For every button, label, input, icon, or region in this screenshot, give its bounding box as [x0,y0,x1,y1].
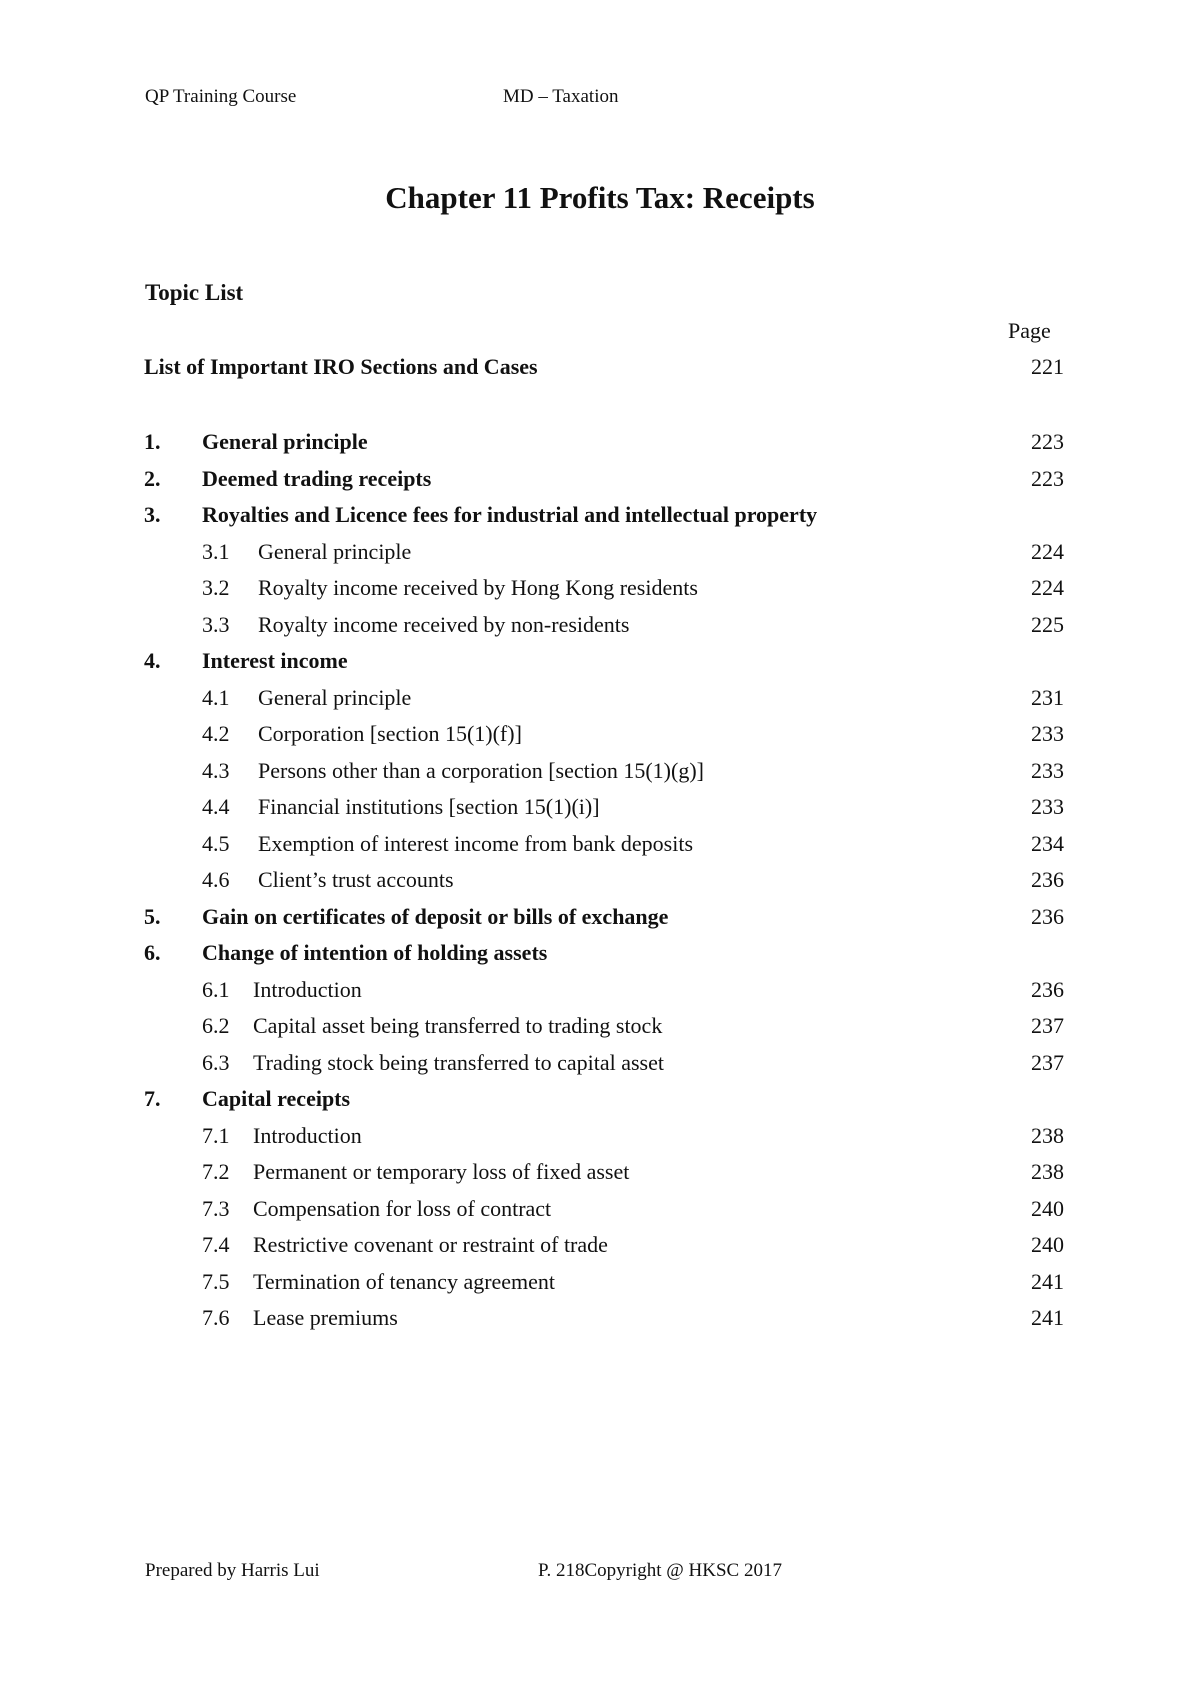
toc-subsection-entry [144,829,1064,866]
toc-subsection-entry [144,573,1064,610]
toc-entry-title: Client’s trust accounts [258,867,454,892]
page-column-label: Page [1008,318,1051,343]
toc-entry-page: 225 [1031,611,1064,637]
toc-entry-title: Restrictive covenant or restraint of trade [253,1232,608,1257]
toc-entry-title: Capital receipts [202,1086,351,1111]
toc-entry-page: 236 [1031,976,1064,1002]
toc-subsection-entry [144,1194,1064,1231]
toc-section-entry [144,938,1064,975]
toc-entry-title: Exemption of interest income from bank deposits [258,830,694,856]
toc-entry-title: Gain on certificates of deposit or bills of exchange [202,903,669,929]
toc-entry-page: 234 [1031,830,1064,856]
toc-entry-page: 233 [1031,721,1064,746]
toc-entry-title: Corporation [section 15(1)(f)] [258,721,522,746]
toc-entry-title: General principle [258,538,412,564]
topic-list-heading: Topic List [145,280,244,305]
toc-section-entry [144,902,1064,939]
toc-subsection-entry [144,537,1064,574]
toc-entry-title: Change of intention of holding assets [202,940,548,965]
toc-entry-number: 6.2 [202,1013,230,1038]
footer-page-copyright: P. 218Copyright @ HKSC 2017 [538,1560,782,1581]
toc-entry-number: 4.3 [202,757,230,783]
toc-entry-page: 224 [1031,538,1064,564]
toc-subsection-entry [144,756,1064,793]
toc-entry-number: 7.4 [202,1232,230,1257]
header-subject: MD – Taxation [503,86,619,107]
toc-entry-number: 3.3 [202,611,230,637]
toc-entry-title: Financial institutions [section 15(1)(i)] [258,794,600,819]
toc-entry-page: 236 [1031,903,1064,929]
toc-entry-number: 3. [144,502,161,527]
toc-entry-number: 6.3 [202,1049,230,1075]
toc-entry-title: Termination of tenancy agreement [253,1268,556,1294]
toc-entry-title: Interest income [202,648,348,673]
toc-entry-title: Permanent or temporary loss of fixed asset [253,1159,630,1184]
toc-entry-page: 241 [1031,1305,1064,1330]
toc-entry-page: 240 [1031,1232,1064,1257]
toc-subsection-entry [144,683,1064,720]
toc-section-entry [144,646,1064,683]
chapter-title: Chapter 11 Profits Tax: Receipts [385,180,815,215]
toc-entry-number: 4. [144,648,161,673]
important-sections-entry [144,354,1064,384]
toc-section-entry [144,427,1064,464]
toc-entry-number: 2. [144,465,161,491]
toc-entry-number: 6. [144,940,161,965]
toc-section-entry [144,500,1064,537]
toc-subsection-entry [144,1267,1064,1304]
toc-entry-title: General principle [258,684,412,710]
toc-entry-page: 241 [1031,1268,1064,1294]
important-sections-page: 221 [1031,354,1064,379]
toc-entry-title: Lease premiums [253,1305,398,1330]
toc-entry-number: 7. [144,1086,161,1111]
toc-entry-number: 3.1 [202,538,230,564]
toc-entry-number: 4.5 [202,830,230,856]
important-sections-label: List of Important IRO Sections and Cases [144,354,538,379]
table-of-contents [144,427,1064,1340]
toc-entry-number: 4.4 [202,794,230,819]
toc-entry-title: Introduction [253,976,362,1002]
toc-entry-number: 3.2 [202,575,230,600]
toc-subsection-entry [144,1303,1064,1340]
header-course: QP Training Course [145,86,297,107]
toc-entry-page: 238 [1031,1122,1064,1148]
toc-entry-number: 7.2 [202,1159,230,1184]
toc-entry-title: Trading stock being transferred to capital asset [253,1049,664,1075]
toc-entry-number: 7.6 [202,1305,230,1330]
toc-entry-title: Deemed trading receipts [202,465,432,491]
toc-entry-number: 4.6 [202,867,230,892]
toc-subsection-entry [144,1230,1064,1267]
toc-entry-page: 233 [1031,794,1064,819]
toc-entry-number: 4.2 [202,721,230,746]
toc-entry-number: 4.1 [202,684,230,710]
toc-entry-title: Royalty income received by Hong Kong residents [258,575,698,600]
toc-subsection-entry [144,865,1064,902]
footer-author: Prepared by Harris Lui [145,1560,320,1581]
toc-entry-page: 238 [1031,1159,1064,1184]
toc-entry-title: Capital asset being transferred to trading stock [253,1013,663,1038]
toc-section-entry [144,1084,1064,1121]
toc-subsection-entry [144,1048,1064,1085]
toc-entry-page: 237 [1031,1013,1064,1038]
toc-subsection-entry [144,792,1064,829]
toc-entry-title: General principle [202,429,368,454]
toc-entry-title: Royalties and Licence fees for industrial and intellectual property [202,502,818,527]
toc-entry-page: 223 [1031,465,1064,491]
toc-entry-title: Royalty income received by non-residents [258,611,630,637]
toc-entry-number: 7.3 [202,1195,230,1221]
toc-subsection-entry [144,1121,1064,1158]
toc-subsection-entry [144,1011,1064,1048]
toc-entry-page: 223 [1031,429,1064,454]
toc-entry-page: 231 [1031,684,1064,710]
toc-section-entry [144,464,1064,501]
toc-entry-page: 224 [1031,575,1064,600]
toc-entry-number: 7.5 [202,1268,230,1294]
toc-subsection-entry [144,719,1064,756]
toc-entry-page: 236 [1031,867,1064,892]
toc-entry-number: 5. [144,903,161,929]
toc-entry-page: 237 [1031,1049,1064,1075]
toc-entry-title: Compensation for loss of contract [253,1195,552,1221]
toc-entry-page: 233 [1031,757,1064,783]
toc-subsection-entry [144,1157,1064,1194]
toc-entry-page: 240 [1031,1195,1064,1221]
toc-entry-number: 7.1 [202,1122,230,1148]
toc-entry-number: 1. [144,429,161,454]
toc-subsection-entry [144,610,1064,647]
toc-entry-number: 6.1 [202,976,230,1002]
toc-entry-title: Persons other than a corporation [section 15(1)(g)] [258,757,704,783]
toc-subsection-entry [144,975,1064,1012]
toc-entry-title: Introduction [253,1122,362,1148]
